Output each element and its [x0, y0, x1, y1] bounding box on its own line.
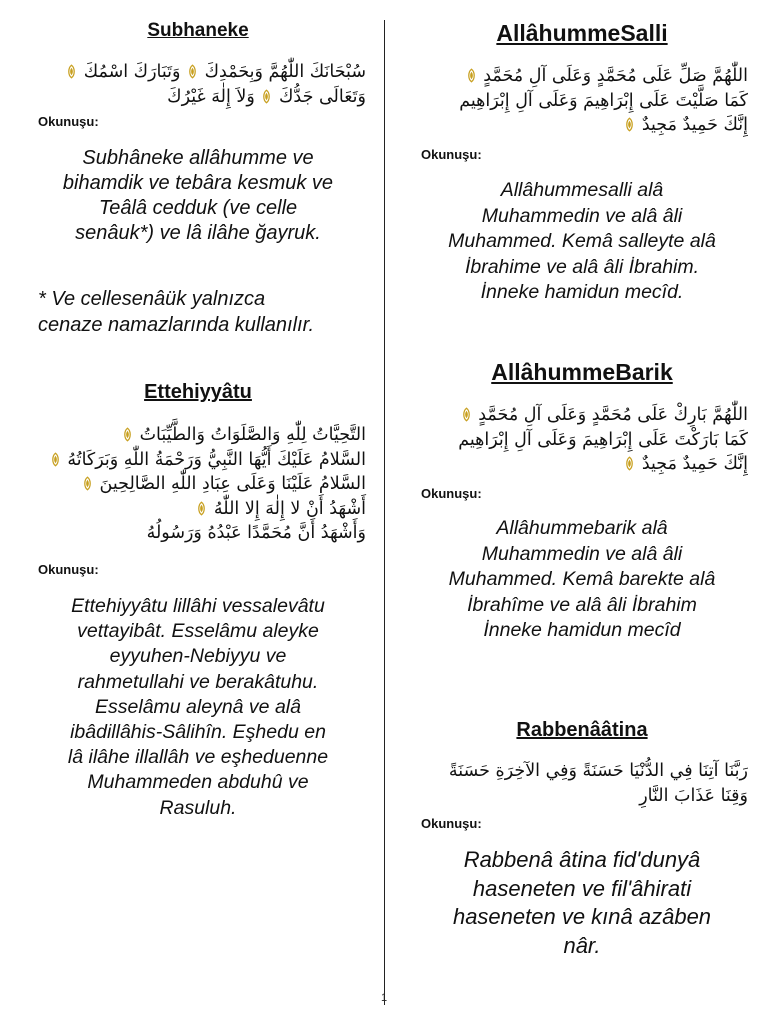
ornament-icon: [462, 407, 471, 422]
arabic-line: اللّٰهُمَّ بَارِكْ عَلَى مُحَمَّدٍ وَعَلَى آلِ مُحَمَّدٍ: [478, 405, 748, 425]
okunusu-label: Okunuşu:: [421, 147, 482, 162]
arabic-line: اللّٰهُمَّ صَلِّ عَلَى مُحَمَّدٍ وَعَلَى آلِ مُحَمَّدٍ: [483, 66, 748, 86]
arabic-line: وَتَبَارَكَ اسْمُكَ: [83, 62, 181, 82]
ornament-icon: [625, 456, 634, 471]
arabic-line: التَّحِيَّاتُ لِلّٰهِ وَالصَّلَوَاتُ وَالطَّيِّبَاتُ: [139, 425, 366, 445]
ornament-icon: [625, 117, 634, 132]
ornament-icon: [262, 89, 271, 104]
arabic-text-barik: [402, 403, 748, 477]
arabic-text-rabbena: [402, 759, 748, 808]
section-title-salli: AllâhummeSalli: [496, 20, 668, 46]
note-line: cenaze namazlarında kullanılır.: [38, 314, 315, 336]
reading-line: Muhammeden abduhû ve: [87, 771, 309, 794]
reading-line: senâuk*) ve lâ ilâhe ğayruk.: [75, 222, 321, 244]
ornament-icon: [197, 501, 206, 516]
arabic-line: وَقِنَا عَذَابَ النَّارِ: [639, 785, 748, 806]
reading-line: Muhammed. Kemâ barekte alâ: [448, 568, 716, 590]
reading-line: İnneke hamidun mecîd.: [480, 281, 684, 303]
reading-line: haseneten ve fil'âhirati: [472, 875, 692, 901]
reading-line: Rabbenâ âtina fid'dunyâ: [463, 847, 701, 872]
reading-line: Allâhummebarik alâ: [496, 517, 668, 539]
reading-line: İnneke hamidun mecîd: [483, 619, 681, 641]
arabic-line: وَتَعَالَى جَدُّكَ: [278, 86, 366, 107]
reading-line: Allâhummesalli alâ: [500, 179, 664, 201]
ornament-icon: [67, 64, 76, 79]
footnote-subhaneke: [38, 286, 378, 338]
ornament-icon: [467, 68, 476, 83]
transliteration-salli: [404, 178, 760, 306]
section-title-barik: AllâhummeBarik: [491, 359, 673, 385]
arabic-text-ettehiyyatu: [30, 423, 366, 546]
transliteration-subhaneke: [22, 146, 374, 246]
ornament-icon: [123, 427, 132, 442]
okunusu-label: Okunuşu:: [421, 816, 482, 831]
arabic-line: سُبْحَانَكَ اللّٰهُمَّ وَبِحَمْدِكَ: [204, 62, 366, 82]
transliteration-rabbena: [404, 846, 760, 960]
arabic-line: السَّلامُ عَلَيْكَ أَيُّهَا النَّبِيُّ وَرَحْمَةُ اللّٰهِ وَبَرَكَاتُهُ: [67, 449, 366, 470]
arabic-line: رَبَّنَا آتِنَا فِي الدُّنْيَا حَسَنَةً وَفِي الآخِرَةِ حَسَنَةً: [448, 761, 748, 781]
reading-line: haseneten ve kınâ azâben: [452, 904, 712, 929]
column-divider: [384, 20, 385, 1005]
ornament-icon: [83, 476, 92, 491]
arabic-line: أَشْهَدُ أَنْ لا إِلٰهَ إِلا اللّٰهُ: [213, 498, 366, 519]
arabic-text-subhaneke: [30, 60, 366, 109]
arabic-text-salli: [402, 64, 748, 138]
reading-line: Subhâneke allâhumme ve: [82, 147, 314, 169]
okunusu-label: Okunuşu:: [38, 114, 99, 129]
reading-line: İbrahime ve alâ âli İbrahim.: [464, 255, 700, 278]
ornament-icon: [188, 64, 197, 79]
reading-line: bihamdik ve tebâra kesmuk ve: [62, 172, 334, 194]
reading-line: vettayibât. Esselâmu aleyke: [77, 620, 319, 643]
reading-line: Rasuluh.: [159, 796, 237, 819]
transliteration-barik: [404, 516, 760, 644]
note-line: * Ve cellesenâük yalnızca: [38, 288, 266, 310]
reading-line: nâr.: [563, 932, 601, 958]
section-title-rabbena: Rabbenââtina: [516, 719, 648, 741]
reading-line: Muhammed. Kemâ salleyte alâ: [448, 230, 716, 252]
reading-line: eyyuhen-Nebiyyu ve: [109, 645, 287, 668]
reading-line: Ettehiyyâtu lillâhi vessalevâtu: [71, 595, 325, 617]
reading-line: ibâdillâhis-Sâlihîn. Eşhedu en: [70, 721, 326, 744]
reading-line: İbrahîme ve alâ âli İbrahim: [467, 593, 697, 616]
ornament-icon: [51, 452, 60, 467]
reading-line: lâ ilâhe illallâh ve eşheduenne: [67, 746, 329, 769]
okunusu-label: Okunuşu:: [421, 486, 482, 501]
reading-line: Esselâmu aleynâ ve alâ: [95, 695, 301, 718]
arabic-line: كَمَا بَارَكْتَ عَلَى إِبْرَاهِيمَ وَعَلَى آلِ إِبْرَاهِيم: [458, 429, 748, 450]
reading-line: Teâlâ cedduk (ve celle: [98, 197, 298, 219]
arabic-line: وَلاَ إِلٰهَ غَيْرُكَ: [167, 86, 255, 107]
arabic-line: إِنَّكَ حَمِيدٌ مَجِيدٌ: [641, 115, 748, 135]
reading-line: Muhammedin ve alâ âli: [481, 542, 683, 565]
arabic-line: كَمَا صَلَّيْتَ عَلَى إِبْرَاهِيمَ وَعَلَى آلِ إِبْرَاهِيم: [459, 90, 748, 111]
section-title-subhaneke: Subhaneke: [147, 20, 249, 41]
arabic-line: السَّلامُ عَلَيْنَا وَعَلَى عِبَادِ اللّٰهِ الصَّالِحِينَ: [99, 474, 366, 494]
section-title-ettehiyyatu: Ettehiyyâtu: [144, 381, 252, 403]
reading-line: rahmetullahi ve berakâtuhu.: [77, 670, 319, 693]
page-number: 1: [380, 992, 388, 1004]
arabic-line: إِنَّكَ حَمِيدٌ مَجِيدٌ: [641, 454, 748, 474]
reading-line: Muhammedin ve alâ âli: [481, 204, 683, 227]
transliteration-ettehiyyatu: [22, 594, 374, 821]
arabic-line: وَأَشْهَدُ أَنَّ مُحَمَّدًا عَبْدُهُ وَرَسُولُهُ: [146, 523, 366, 543]
okunusu-label: Okunuşu:: [38, 562, 99, 577]
